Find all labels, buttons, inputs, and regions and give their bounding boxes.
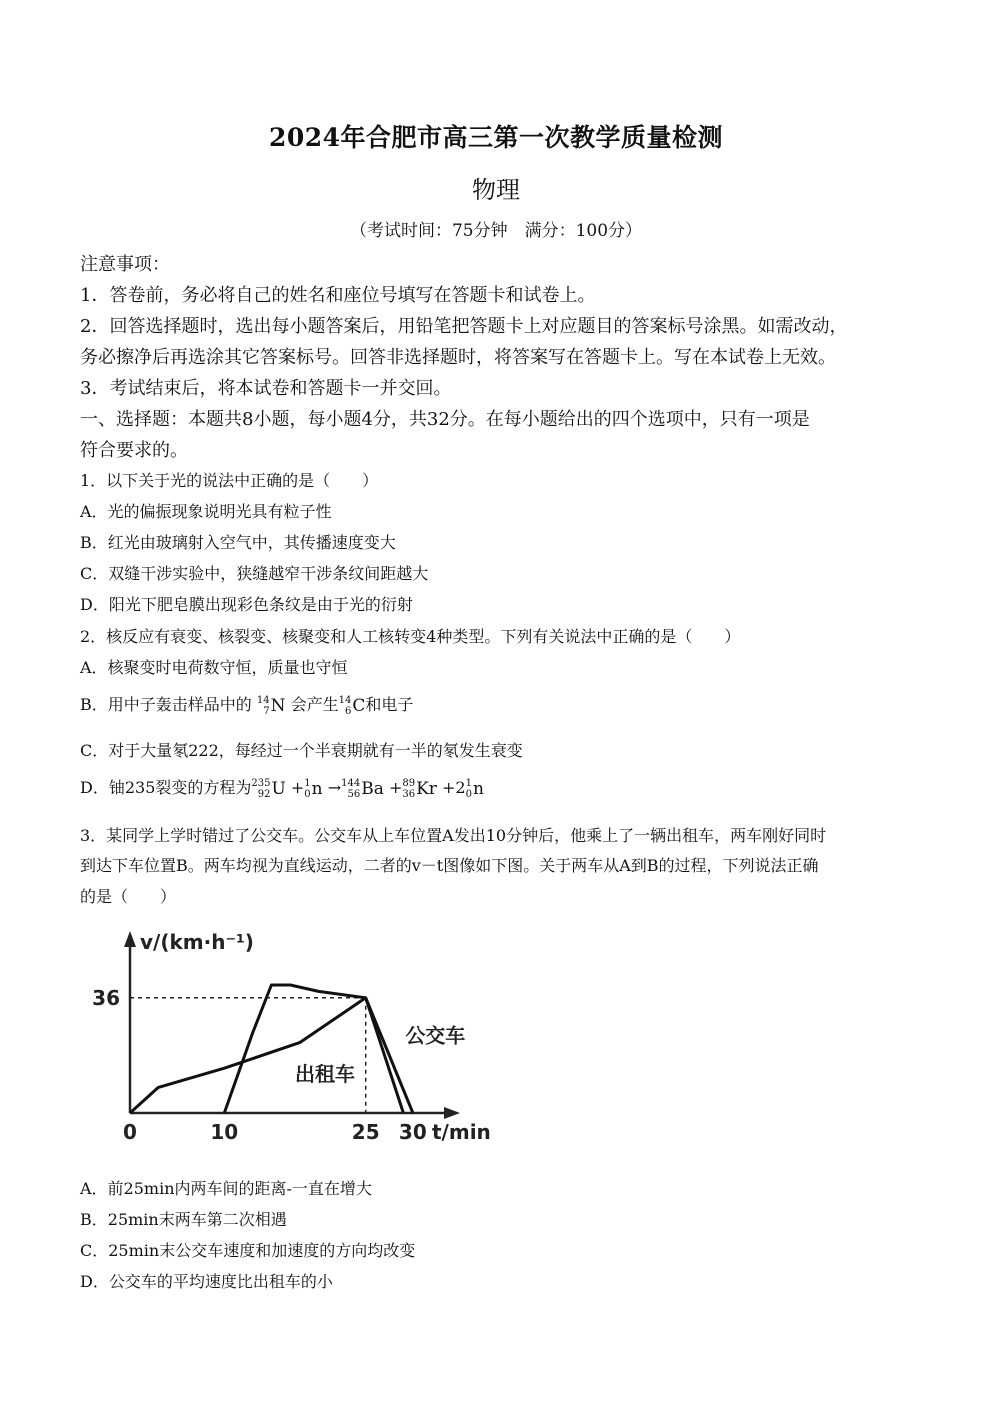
reaction-arrow: → [327, 778, 342, 797]
x-axis-label: t/min [432, 1120, 491, 1144]
subject-title: 物理 [472, 176, 520, 204]
q3-stem-line3: 的是（ ） [80, 887, 177, 906]
q2-option-d-pre: D．铀235裂变的方程为 [80, 778, 252, 797]
x-tick-label: 30 [398, 1120, 427, 1144]
q2-option-c: C．对于大量氡222，每经过一个半衰期就有一半的氡发生衰变 [80, 741, 523, 760]
series-line-2 [224, 985, 403, 1113]
q2-option-a: A．核聚变时电荷数守恒，质量也守恒 [80, 658, 348, 677]
x-tick-label: 0 [123, 1120, 137, 1144]
note-item-2: 2．回答选择题时，选出每小题答案后，用铅笔把答题卡上对应题目的答案标号涂黑。如需改动， [80, 316, 848, 337]
nuclide-barium-144: 144 56 Ba [341, 777, 384, 800]
notes-heading: 注意事项： [80, 254, 170, 275]
vt-graph [90, 925, 491, 1145]
nuclide-nitrogen-14: 14 7 N [256, 694, 286, 717]
q1-option-a: A．光的偏振现象说明光具有粒子性 [80, 502, 332, 521]
series-label-taxi: 出租车 [295, 1062, 355, 1086]
q2-option-b [80, 692, 413, 717]
q2-stem: 2．核反应有衰变、核裂变、核聚变和人工核转变4种类型。下列有关说法中正确的是（ ） [80, 627, 741, 646]
q3-stem-line2: 到达下车位置B。两车均视为直线运动，二者的v－t图像如下图。关于两车从A到B的过程，下列说法正确 [80, 856, 819, 875]
plus-two: +2 [442, 778, 466, 797]
q1-option-c: C．双缝干涉实验中，狭缝越窄干涉条纹间距越大 [80, 564, 429, 583]
note-item-3: 3．考试结束后，将本试卷和答题卡一并交回。 [80, 378, 452, 399]
q1-stem: 1．以下关于光的说法中正确的是（ ） [80, 471, 379, 490]
y-axis-label: v/(km·h⁻¹) [140, 930, 254, 954]
y-axis-arrow [124, 931, 136, 947]
series-label-bus: 公交车 [405, 1023, 466, 1048]
exam-info: （考试时间：75分钟 满分：100分） [349, 221, 643, 241]
q3-option-a: A．前25min内两车间的距离-一直在增大 [80, 1179, 372, 1198]
q3-stem-line1: 3．某同学上学时错过了公交车。公交车从上车位置A发出10分钟后，他乘上了一辆出租车，两车刚好同时 [80, 826, 827, 845]
q1-option-b: B．红光由玻璃射入空气中，其传播速度变大 [80, 533, 396, 552]
y-tick-label: 36 [92, 985, 120, 1010]
exam-title: 2024年合肥市高三第一次教学质量检测 [268, 123, 724, 152]
note-item-2-cont: 务必擦净后再选涂其它答案标号。回答非选择题时，将答案写在答题卡上。写在本试卷上无效。 [80, 347, 836, 368]
nuclide-krypton-89: 89 36 Kr [402, 777, 437, 800]
section-heading-line2: 符合要求的。 [80, 440, 188, 461]
x-axis-arrow [444, 1107, 460, 1119]
nuclide-carbon-14: 14 6 C [338, 694, 366, 717]
vt-graph-svg [90, 925, 491, 1145]
nuclide-uranium-235: 235 92 U [251, 777, 286, 800]
section-heading-line1: 一、选择题：本题共8小题，每小题4分，共32分。在每小题给出的四个选项中，只有一项是 [80, 409, 810, 430]
q3-option-c: C．25min末公交车速度和加速度的方向均改变 [80, 1241, 416, 1260]
q2-option-b-pre: B．用中子轰击样品中的 [80, 695, 252, 714]
x-tick-label: 10 [210, 1120, 239, 1144]
q2-option-b-mid: 会产生 [290, 695, 339, 714]
note-item-1: 1．答卷前，务必将自己的姓名和座位号填写在答题卡和试卷上。 [80, 285, 596, 306]
q2-option-d [80, 775, 484, 800]
plus-sign: + [290, 778, 305, 797]
nuclide-neutron: 1 0 n [304, 777, 323, 800]
nuclide-neutron: 1 0 n [465, 777, 484, 800]
plus-sign: + [388, 778, 403, 797]
q3-option-d: D．公交车的平均速度比出租车的小 [80, 1272, 333, 1291]
q2-option-b-post: 和电子 [365, 695, 414, 714]
x-tick-label: 25 [351, 1120, 380, 1144]
q1-option-d: D．阳光下肥皂膜出现彩色条纹是由于光的衍射 [80, 595, 413, 614]
q3-option-b: B．25min末两车第二次相遇 [80, 1210, 287, 1229]
